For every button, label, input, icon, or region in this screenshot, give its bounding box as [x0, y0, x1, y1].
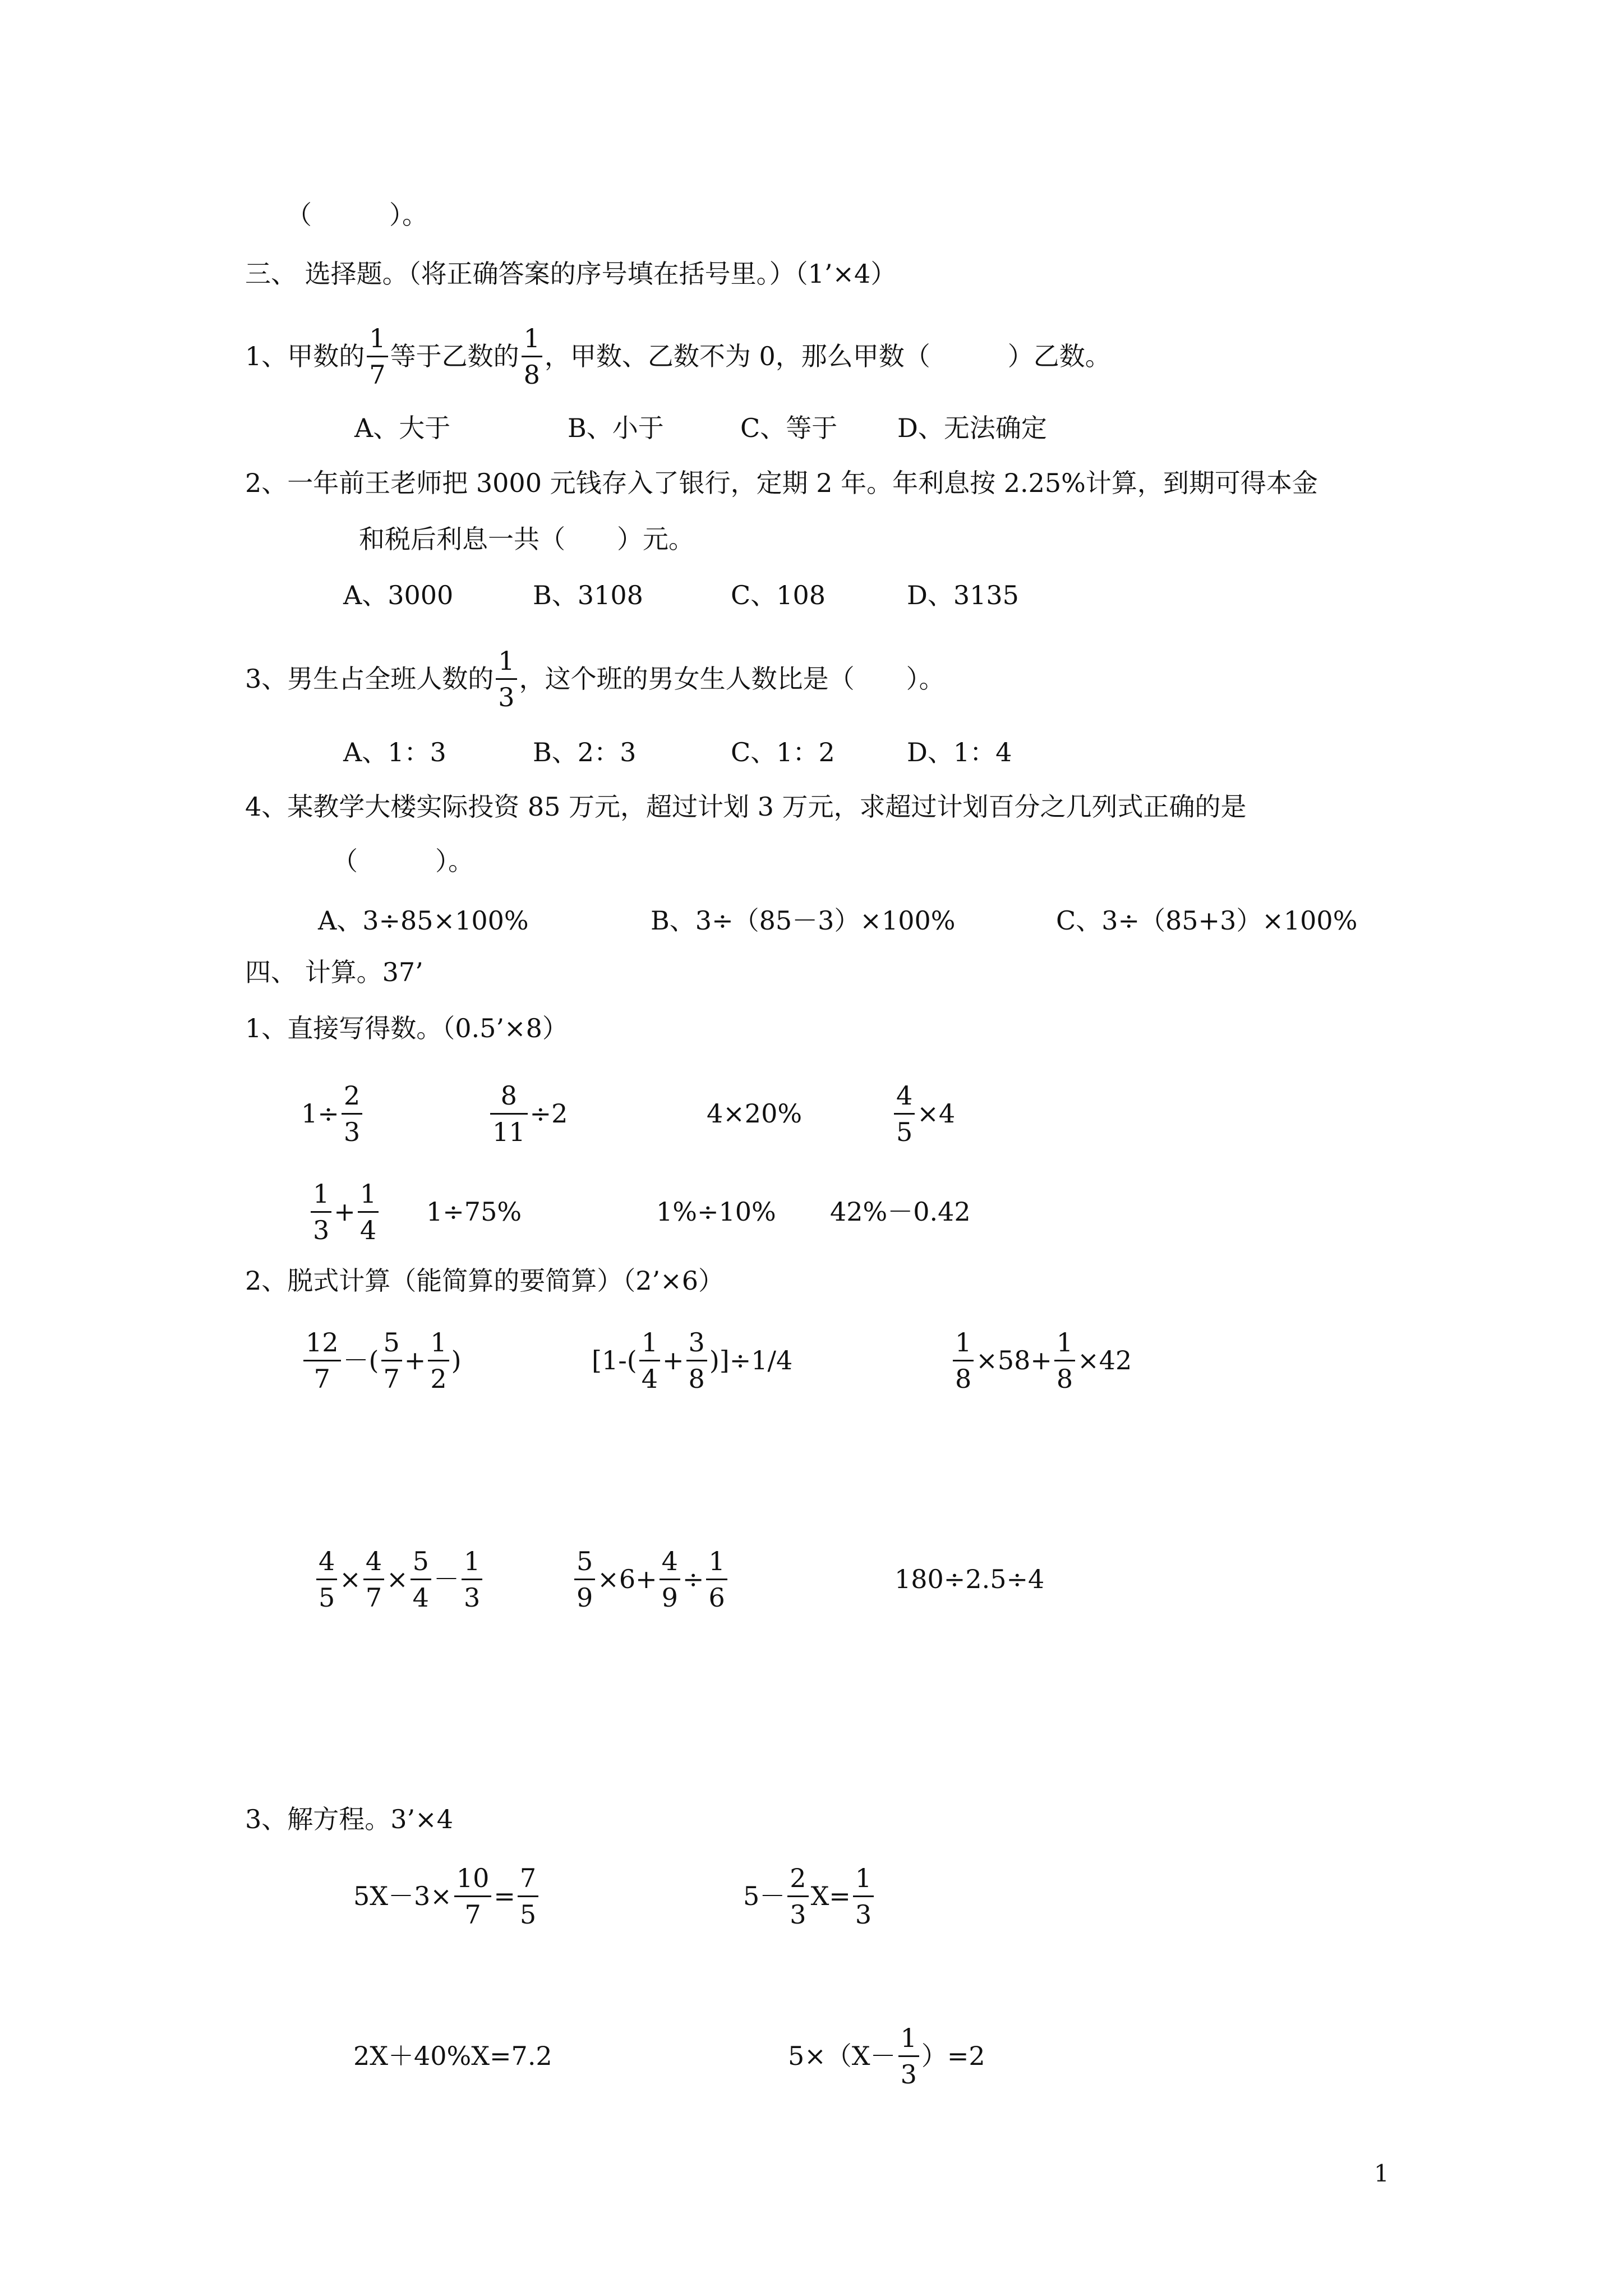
sub2-expr-3: $\frac{1}{8}$ ×58+ $\frac{1}{8}$ ×42 [951, 1318, 1132, 1402]
equation-1: 5X－3× $\frac{10}{7}$ = $\frac{7}{5}$ [353, 1854, 541, 1938]
q3-option-d: D、1：4 [907, 737, 1012, 767]
sub2-expr-2: [1-( $\frac{1}{4}$ + $\frac{3}{8}$ )]÷1/4 [592, 1327, 793, 1394]
page-number: 1 [1374, 2160, 1389, 2187]
sub2-title: 2、脱式计算（能简算的要简算）（2’×6） [245, 1266, 724, 1296]
q2-line-2: 和税后利息一共（ ）元。 [359, 524, 694, 554]
section-4-title: 四、 计算。37’ [245, 957, 423, 987]
q2-option-c: C、108 [731, 580, 826, 610]
sub1-title: 1、直接写得数。（0.5’×8） [245, 1013, 568, 1043]
sub1-expr-1: 1÷ $\frac{2}{3}$ [301, 1071, 365, 1156]
q3-fraction: $\frac{1}{3}$ [496, 648, 517, 710]
previous-question-blank: （ ）。 [286, 200, 428, 230]
sub1-expr-8: 42%－0.42 [830, 1197, 971, 1227]
q3-stem [245, 631, 945, 726]
q1-pre: 1、甲数的 [245, 341, 365, 371]
q1-post: ，甲数、乙数不为 0，那么甲数（ ）乙数。 [544, 341, 1111, 371]
sub1-expr-3: 4×20% [707, 1098, 803, 1129]
q4-line-1: 4、某教学大楼实际投资 85 万元，超过计划 3 万元，求超过计划百分之几列式正确的是 [245, 792, 1247, 822]
q3-option-b: B、2：3 [533, 737, 637, 767]
q3-post: ，这个班的男女生人数比是（ ）。 [519, 664, 945, 694]
sub3-title: 3、解方程。3’×4 [245, 1804, 453, 1834]
q4-option-b: B、3÷（85－3）×100% [651, 905, 956, 936]
q1-fraction-1: $\frac{1}{7}$ [367, 325, 388, 388]
q3-pre: 3、男生占全班人数的 [245, 664, 494, 694]
sub1-expr-2: $\frac{8}{11}$ ÷2 [488, 1071, 568, 1156]
sub1-expr-7: 1%÷10% [656, 1197, 776, 1227]
sub2-expr-1: $\frac{12}{7}$ －( $\frac{5}{7}$ + $\frac{1}{2}$ ) [301, 1318, 462, 1402]
q4-option-a: A、3÷85×100% [318, 905, 529, 936]
q4-line-2: （ ）。 [332, 846, 474, 876]
section-3-title: 三、 选择题。（将正确答案的序号填在括号里。）（1’×4） [245, 259, 897, 289]
q1-option-b: B、小于 [568, 413, 664, 443]
sub2-expr-5: $\frac{5}{9}$ ×6+ $\frac{4}{9}$ ÷ $\frac{1}{6}$ [572, 1537, 730, 1621]
sub1-expr-5: $\frac{1}{3}$ + $\frac{1}{4}$ [308, 1170, 381, 1254]
q1-mid: 等于乙数的 [390, 341, 519, 371]
q3-option-a: A、1：3 [343, 737, 446, 767]
equation-3: 2X＋40%X=7.2 [353, 2041, 552, 2071]
equation-4: 5×（X－ $\frac{1}{3}$ ）=2 [788, 2022, 985, 2090]
q1-option-d: D、无法确定 [897, 413, 1047, 443]
q1-option-c: C、等于 [740, 413, 838, 443]
q2-option-a: A、3000 [343, 580, 454, 610]
q3-option-c: C、1：2 [731, 737, 835, 767]
sub1-expr-4: $\frac{4}{5}$ ×4 [892, 1071, 955, 1156]
sub2-expr-4: $\frac{4}{5}$ × $\frac{4}{7}$ × $\frac{5}{4}$ － $\frac{1}{3}$ [314, 1537, 485, 1621]
q2-option-d: D、3135 [907, 580, 1019, 610]
q2-line-1: 2、一年前王老师把 3000 元钱存入了银行，定期 2 年。年利息按 2.25%计算，到期可得本金 [245, 468, 1318, 498]
q1-option-a: A、大于 [354, 413, 451, 443]
q2-option-b: B、3108 [533, 580, 643, 610]
equation-2: 5－ $\frac{2}{3}$ X= $\frac{1}{3}$ [743, 1854, 876, 1938]
q4-option-c: C、3÷（85+3）×100% [1056, 905, 1358, 936]
q1-stem [245, 309, 1111, 404]
q1-fraction-2: $\frac{1}{8}$ [522, 325, 542, 388]
sub2-expr-6: 180÷2.5÷4 [895, 1564, 1045, 1594]
sub1-expr-6: 1÷75% [426, 1197, 522, 1227]
